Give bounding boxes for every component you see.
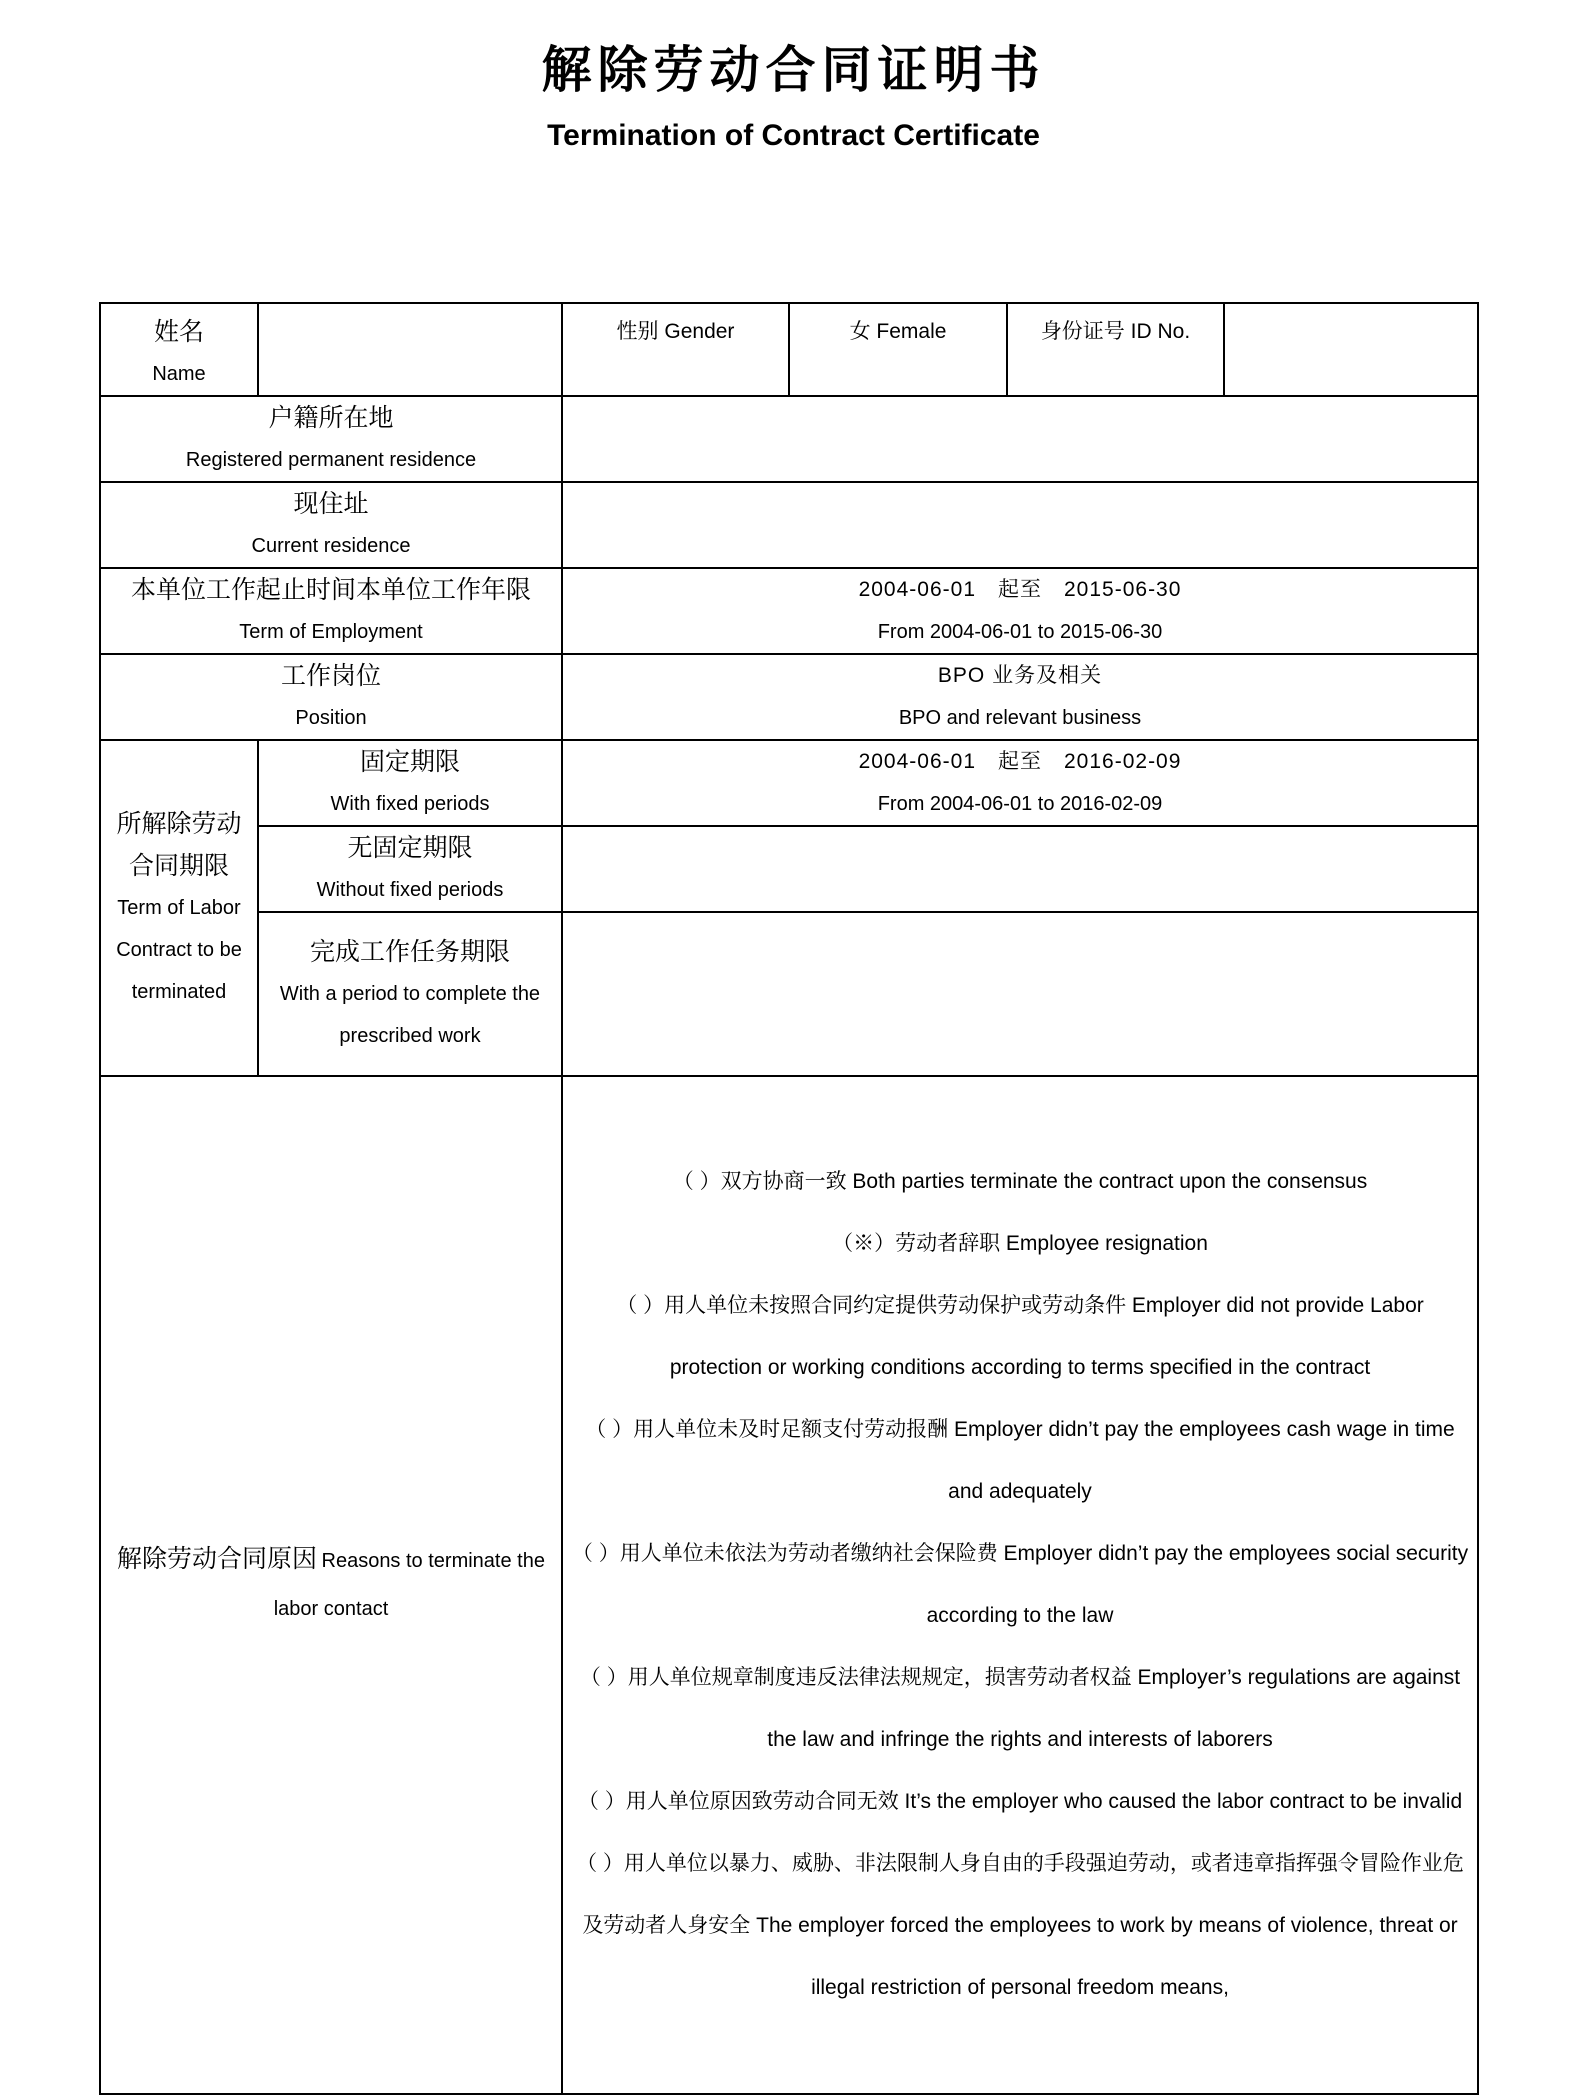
reasons-label-en: Reasons to terminate the labor contact <box>273 1550 545 1620</box>
employment-term-dates-en: From 2004-06-01 to 2015-06-30 <box>877 621 1163 643</box>
reason-item-no-protection: （ ）用人单位未按照合同约定提供劳动保护或劳动条件 Employer did not provide Labor protection or working conditions according to terms specified in the contract <box>616 1294 1424 1379</box>
employment-term-label-en: Term of Employment <box>239 621 423 643</box>
gender-value-cell <box>789 303 1007 396</box>
row-no-fixed-period <box>100 826 1478 912</box>
no-fixed-period-label-zh: 无固定期限 <box>347 834 473 862</box>
gender-label: 性别 Gender <box>616 320 735 343</box>
name-label-cell <box>100 303 258 396</box>
registered-residence-label-en: Registered permanent residence <box>185 449 477 471</box>
employment-term-label-zh: 本单位工作起止时间本单位工作年限 <box>130 576 531 604</box>
name-label-en: Name <box>152 363 206 385</box>
fixed-period-label-en: With fixed periods <box>330 793 490 815</box>
reason-item-unpaid-wage: （ ）用人单位未及时足额支付劳动报酬 Employer didn’t pay the employees cash wage in time and adequately <box>585 1418 1455 1503</box>
reason-item-illegal-regulations: （ ）用人单位规章制度违反法律法规规定，损害劳动者权益 Employer’s regulations are against the law and infringe the rights and interests of laborers <box>579 1666 1461 1751</box>
row-employment-term <box>100 568 1478 654</box>
reason-item-forced-labor: （ ）用人单位以暴力、威胁、非法限制人身自由的手段强迫劳动，或者违章指挥强令冒险作业危及劳动者人身安全 The employer forced the employees to work by means of violence, threat or illegal restriction of personal freedom means, <box>576 1852 1464 1999</box>
document-page <box>0 40 1587 1999</box>
position-value-en: BPO and relevant business <box>898 707 1142 729</box>
contract-term-label-cell <box>100 740 258 1076</box>
task-period-label-en: With a period to complete the prescribed work <box>279 983 541 1047</box>
gender-value: 女 Female <box>849 320 947 343</box>
name-label-zh: 姓名 <box>153 318 204 346</box>
fixed-period-label-cell <box>258 740 562 826</box>
position-label-en: Position <box>295 707 367 729</box>
certificate-table <box>99 302 1479 2095</box>
row-fixed-period <box>100 740 1478 826</box>
registered-residence-value-cell <box>562 396 1478 482</box>
task-period-label-zh: 完成工作任务期限 <box>309 938 510 966</box>
reasons-list-cell <box>562 1076 1478 2094</box>
current-residence-value-cell <box>562 482 1478 568</box>
reasons-label-zh: 解除劳动合同原因 <box>117 1545 318 1573</box>
row-name-gender-id <box>100 303 1478 396</box>
document-title-en: Termination of Contract Certificate <box>547 119 1040 152</box>
employment-term-dates-zh: 2004-06-01 起至 2015-06-30 <box>858 578 1182 601</box>
no-fixed-period-value-cell <box>562 826 1478 912</box>
registered-residence-label-cell <box>100 396 562 482</box>
position-value-zh: BPO 业务及相关 <box>937 664 1103 687</box>
current-residence-label-zh: 现住址 <box>293 490 369 518</box>
current-residence-label-cell <box>100 482 562 568</box>
reason-item-invalid-contract: （ ）用人单位原因致劳动合同无效 It’s the employer who caused the labor contract to be invalid <box>577 1790 1463 1813</box>
id-label: 身份证号 ID No. <box>1040 320 1191 343</box>
contract-term-label-zh: 所解除劳动合同期限 <box>116 810 242 880</box>
position-value-cell <box>562 654 1478 740</box>
fixed-period-dates-en: From 2004-06-01 to 2016-02-09 <box>877 793 1163 815</box>
task-period-label-cell <box>258 912 562 1076</box>
fixed-period-label-zh: 固定期限 <box>359 748 460 776</box>
employment-term-value-cell <box>562 568 1478 654</box>
id-value-cell <box>1224 303 1478 396</box>
reasons-label-cell <box>100 1076 562 2094</box>
gender-label-cell <box>562 303 789 396</box>
contract-term-label-en: Term of Labor Contract to be terminated <box>116 897 242 1003</box>
no-fixed-period-label-cell <box>258 826 562 912</box>
reason-item-consensus: （ ）双方协商一致 Both parties terminate the contract upon the consensus <box>672 1170 1368 1193</box>
position-label-zh: 工作岗位 <box>280 662 381 690</box>
fixed-period-dates-zh: 2004-06-01 起至 2016-02-09 <box>858 750 1182 773</box>
registered-residence-label-zh: 户籍所在地 <box>268 404 394 432</box>
no-fixed-period-label-en: Without fixed periods <box>316 879 504 901</box>
fixed-period-value-cell <box>562 740 1478 826</box>
row-current-residence <box>100 482 1478 568</box>
name-value-cell <box>258 303 562 396</box>
row-position <box>100 654 1478 740</box>
id-label-cell <box>1007 303 1224 396</box>
row-reasons <box>100 1076 1478 2094</box>
current-residence-label-en: Current residence <box>251 535 411 557</box>
document-title-zh: 解除劳动合同证明书 <box>541 40 1046 99</box>
task-period-value-cell <box>562 912 1478 1076</box>
reason-item-no-social-security: （ ）用人单位未依法为劳动者缴纳社会保险费 Employer didn’t pay the employees social security according to the law <box>571 1542 1469 1627</box>
position-label-cell <box>100 654 562 740</box>
row-task-period <box>100 912 1478 1076</box>
row-registered-residence <box>100 396 1478 482</box>
employment-term-label-cell <box>100 568 562 654</box>
reason-item-resignation: （※）劳动者辞职 Employee resignation <box>832 1232 1208 1255</box>
